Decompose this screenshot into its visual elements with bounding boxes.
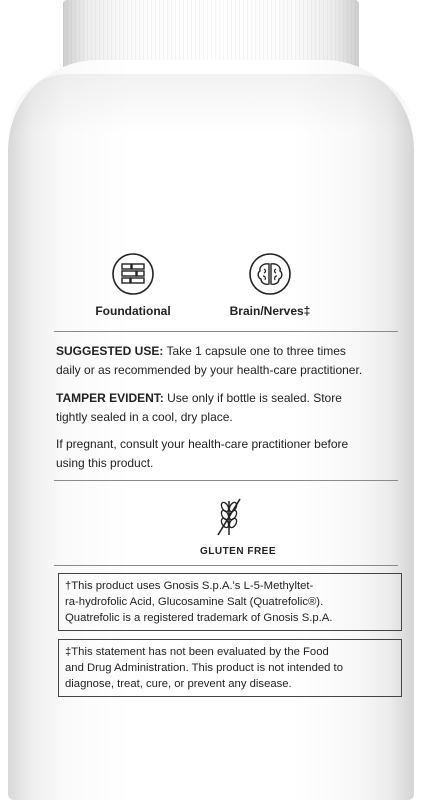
pregnancy-line1: If pregnant, consult your health-care practitioner before (56, 437, 349, 451)
brain-icon (248, 252, 292, 296)
tamper-evident (56, 389, 402, 427)
fda-line1: ‡This statement has not been evaluated by the Food (65, 646, 329, 658)
quatrefolic-line1: †This product uses Gnosis S.p.A.'s L-5-Methyltet- (65, 580, 314, 592)
tamper-line1: Use only if bottle is sealed. Store (167, 391, 342, 405)
suggested-use (56, 342, 402, 380)
fda-line2: and Drug Administration. This product is not intended to (65, 662, 343, 674)
gluten-free-label: GLUTEN FREE (199, 546, 277, 557)
tamper-heading: TAMPER EVIDENT: (56, 391, 164, 405)
divider-bottom (54, 565, 398, 566)
suggested-use-heading: SUGGESTED USE: (56, 344, 164, 358)
no-wheat-icon (216, 495, 242, 539)
product-label (28, 230, 396, 710)
foundational-badge (83, 252, 183, 318)
bottle-shoulder (8, 74, 414, 134)
suggested-use-line1: Take 1 capsule one to three times (166, 344, 346, 358)
divider-top (54, 331, 398, 332)
pregnancy-warning (56, 435, 402, 473)
suggested-use-line2: daily or as recommended by your health-care practitioner. (56, 363, 363, 377)
pregnancy-line2: using this product. (56, 456, 154, 470)
tamper-line2: tightly sealed in a cool, dry place. (56, 410, 233, 424)
quatrefolic-line3: Quatrefolic is a registered trademark of Gnosis S.p.A. (65, 612, 333, 624)
foundational-label: Foundational (95, 304, 171, 318)
quatrefolic-line2: ra-hydrofolic Acid, Glucosamine Salt (Quatrefolic®). (65, 596, 324, 608)
fda-disclaimer (58, 639, 402, 697)
foundational-blocks-icon (111, 252, 155, 296)
quatrefolic-notice (58, 573, 402, 631)
divider-middle (54, 480, 398, 481)
brain-label: Brain/Nerves‡ (229, 304, 311, 318)
fda-line3: diagnose, treat, cure, or prevent any disease. (65, 678, 292, 690)
brain-badge (220, 252, 320, 318)
